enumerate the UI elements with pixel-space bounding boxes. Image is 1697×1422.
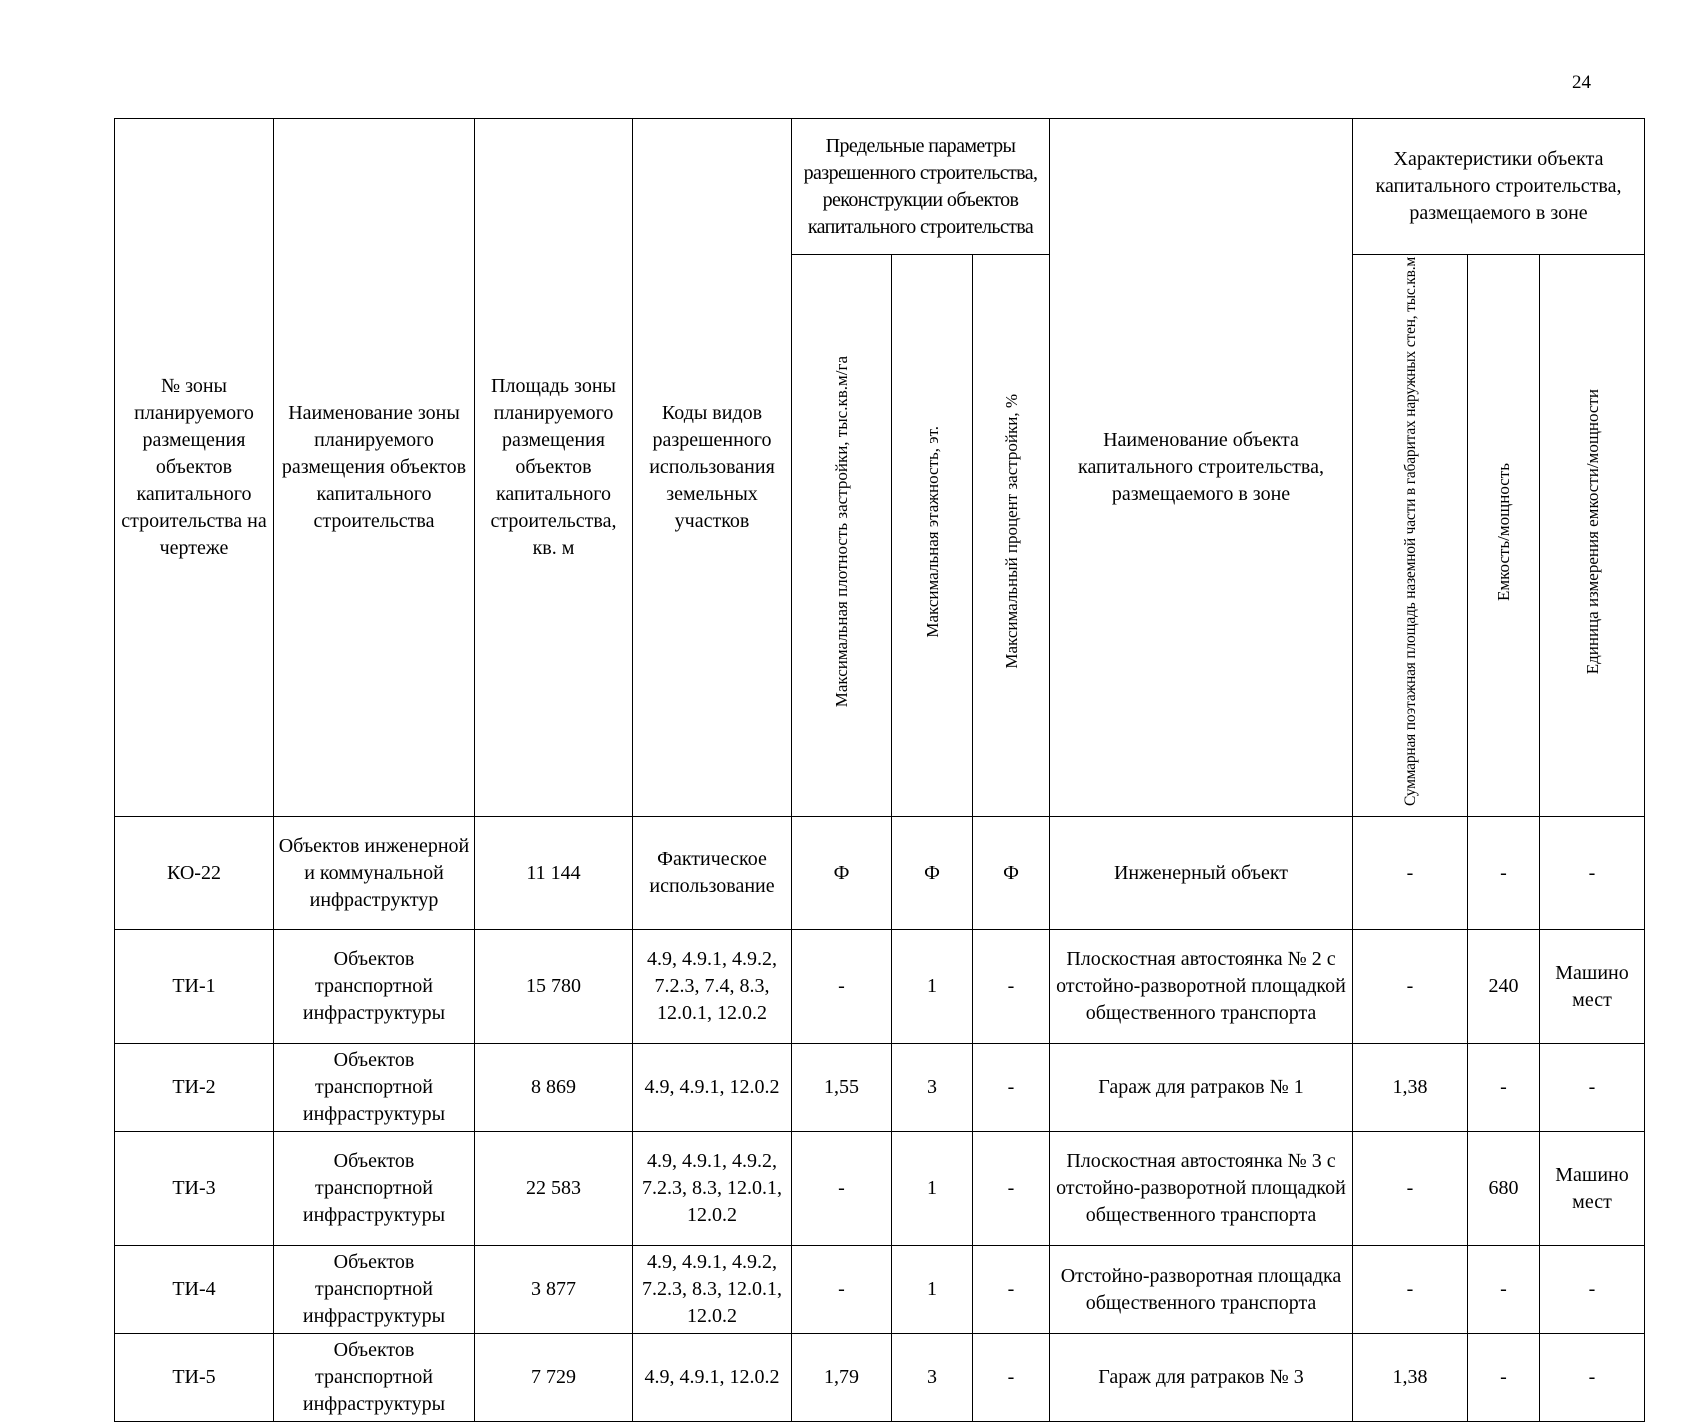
cell-percent: - (973, 1132, 1050, 1246)
cell-total-area: - (1353, 1132, 1468, 1246)
cell-name: Объектов транспортной инфраструктуры (274, 1044, 475, 1132)
cell-zone: ТИ-2 (115, 1044, 274, 1132)
header-zone-name: Наименование зоны планируемого размещения объектов капитального строительства (274, 119, 475, 817)
zones-table (114, 118, 1645, 1422)
cell-object: Плоскостная автостоянка № 3 с отстойно-разворотной площадкой общественного транспорта (1050, 1132, 1353, 1246)
cell-capacity: - (1468, 1044, 1540, 1132)
cell-name: Объектов транспортной инфраструктуры (274, 1334, 475, 1422)
cell-density: 1,55 (792, 1044, 892, 1132)
table-row (115, 1044, 1645, 1132)
header-capacity-unit: Единица измерения емкости/мощности (1540, 255, 1645, 817)
cell-name: Объектов транспортной инфраструктуры (274, 1132, 475, 1246)
cell-area: 7 729 (475, 1334, 633, 1422)
header-total-area: Суммарная поэтажная площадь наземной части в габаритах наружных стен, тыс.кв.м (1353, 255, 1468, 817)
header-characteristics-group: Характеристики объекта капитального строительства, размещаемого в зоне (1353, 119, 1645, 255)
cell-zone: ТИ-3 (115, 1132, 274, 1246)
table-row (115, 817, 1645, 930)
table-row (115, 1132, 1645, 1246)
cell-percent: - (973, 930, 1050, 1044)
cell-unit: - (1540, 1246, 1645, 1334)
cell-name: Объектов транспортной инфраструктуры (274, 930, 475, 1044)
cell-density: - (792, 930, 892, 1044)
cell-object: Инженерный объект (1050, 817, 1353, 930)
cell-floors: 1 (892, 930, 973, 1044)
cell-area: 15 780 (475, 930, 633, 1044)
cell-total-area: 1,38 (1353, 1044, 1468, 1132)
cell-percent: - (973, 1044, 1050, 1132)
cell-percent: Ф (973, 817, 1050, 930)
header-use-codes: Коды видов разрешенного использования земельных участков (633, 119, 792, 817)
cell-floors: 1 (892, 1132, 973, 1246)
cell-total-area: - (1353, 930, 1468, 1044)
cell-area: 8 869 (475, 1044, 633, 1132)
cell-codes: 4.9, 4.9.1, 12.0.2 (633, 1334, 792, 1422)
header-max-percent: Максимальный процент застройки, % (973, 255, 1050, 817)
header-max-density: Максимальная плотность застройки, тыс.кв.м/га (792, 255, 892, 817)
cell-density: - (792, 1246, 892, 1334)
header-limits-group: Предельные параметры разрешенного строительства, реконструкции объектов капитального строительства (792, 119, 1050, 255)
cell-percent: - (973, 1246, 1050, 1334)
cell-unit: Машино мест (1540, 1132, 1645, 1246)
cell-unit: - (1540, 1044, 1645, 1132)
cell-codes: 4.9, 4.9.1, 12.0.2 (633, 1044, 792, 1132)
cell-object: Гараж для ратраков № 3 (1050, 1334, 1353, 1422)
cell-capacity: - (1468, 1246, 1540, 1334)
cell-unit: - (1540, 1334, 1645, 1422)
cell-codes: 4.9, 4.9.1, 4.9.2, 7.2.3, 8.3, 12.0.1, 12.0.2 (633, 1132, 792, 1246)
header-zone-number: № зоны планируемого размещения объектов капитального строительства на чертеже (115, 119, 274, 817)
cell-area: 3 877 (475, 1246, 633, 1334)
cell-object: Отстойно-разворотная площадка общественного транспорта (1050, 1246, 1353, 1334)
cell-capacity: - (1468, 817, 1540, 930)
cell-floors: 3 (892, 1334, 973, 1422)
cell-capacity: - (1468, 1334, 1540, 1422)
cell-floors: 1 (892, 1246, 973, 1334)
cell-object: Плоскостная автостоянка № 2 с отстойно-разворотной площадкой общественного транспорта (1050, 930, 1353, 1044)
cell-density: 1,79 (792, 1334, 892, 1422)
cell-zone: ТИ-4 (115, 1246, 274, 1334)
cell-codes: Фактическое использование (633, 817, 792, 930)
table-row (115, 930, 1645, 1044)
cell-total-area: - (1353, 1246, 1468, 1334)
header-capacity: Емкость/мощность (1468, 255, 1540, 817)
table-row (115, 1334, 1645, 1422)
cell-density: - (792, 1132, 892, 1246)
cell-zone: ТИ-1 (115, 930, 274, 1044)
cell-codes: 4.9, 4.9.1, 4.9.2, 7.2.3, 7.4, 8.3, 12.0.1, 12.0.2 (633, 930, 792, 1044)
cell-unit: Машино мест (1540, 930, 1645, 1044)
cell-floors: 3 (892, 1044, 973, 1132)
cell-name: Объектов транспортной инфраструктуры (274, 1246, 475, 1334)
header-max-floors: Максимальная этажность, эт. (892, 255, 973, 817)
cell-zone: ТИ-5 (115, 1334, 274, 1422)
cell-unit: - (1540, 817, 1645, 930)
cell-codes: 4.9, 4.9.1, 4.9.2, 7.2.3, 8.3, 12.0.1, 12.0.2 (633, 1246, 792, 1334)
cell-floors: Ф (892, 817, 973, 930)
cell-capacity: 240 (1468, 930, 1540, 1044)
page-number: 24 (1572, 72, 1591, 93)
cell-density: Ф (792, 817, 892, 930)
cell-capacity: 680 (1468, 1132, 1540, 1246)
header-object-name: Наименование объекта капитального строительства, размещаемого в зоне (1050, 119, 1353, 817)
cell-percent: - (973, 1334, 1050, 1422)
cell-area: 22 583 (475, 1132, 633, 1246)
cell-object: Гараж для ратраков № 1 (1050, 1044, 1353, 1132)
cell-total-area: 1,38 (1353, 1334, 1468, 1422)
cell-name: Объектов инженерной и коммунальной инфраструктур (274, 817, 475, 930)
header-zone-area: Площадь зоны планируемого размещения объектов капитального строительства, кв. м (475, 119, 633, 817)
cell-zone: КО-22 (115, 817, 274, 930)
cell-area: 11 144 (475, 817, 633, 930)
cell-total-area: - (1353, 817, 1468, 930)
table-row (115, 1246, 1645, 1334)
